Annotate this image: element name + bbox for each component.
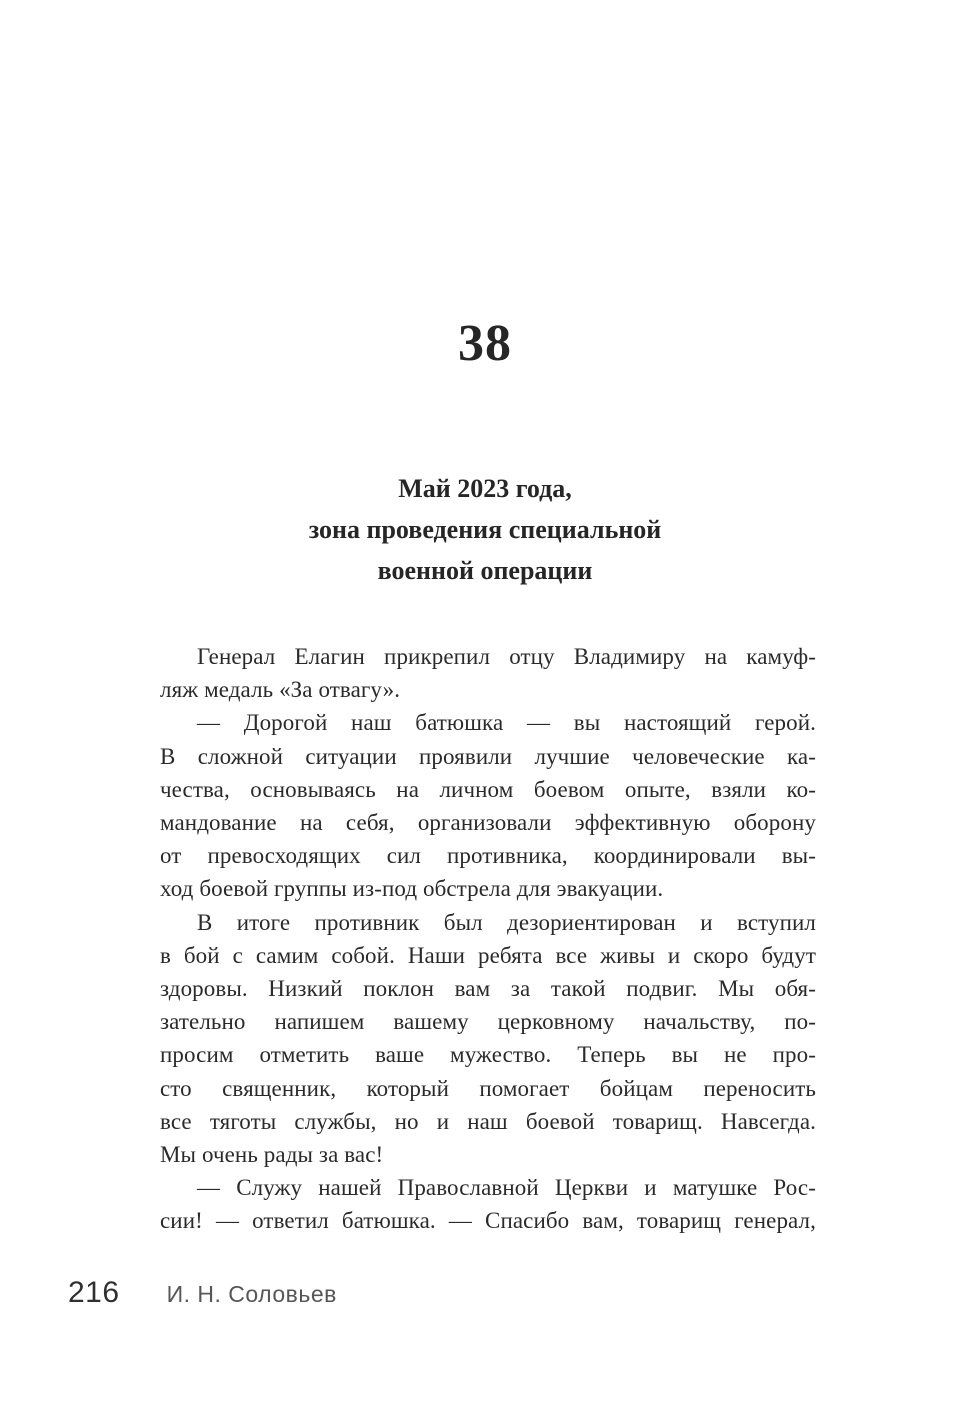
page-footer: [68, 1276, 337, 1310]
body-text-line: чества, основываясь на личном боевом опыте, взяли ко-: [160, 776, 816, 802]
body-text-line: все тяготы службы, но и наш боевой товарищ. Навсегда.: [160, 1108, 816, 1134]
body-text-line: — Дорогой наш батюшка — вы настоящий герой.: [197, 710, 816, 736]
paragraph: [160, 1171, 816, 1237]
body-text-line: В итоге противник был дезориентирован и вступил: [197, 909, 816, 935]
body-text-line: зательно напишем вашему церковному начальству, по-: [160, 1009, 816, 1035]
body-text-line: просим отметить ваше мужество. Теперь вы не про-: [160, 1042, 816, 1068]
body-text-line: Генерал Елагин прикрепил отцу Владимиру на камуф-: [197, 644, 816, 669]
body-text: [160, 640, 816, 1238]
body-text-line: — Служу нашей Православной Церкви и матушке Рос-: [197, 1175, 816, 1201]
chapter-number: 38: [458, 315, 512, 372]
paragraph: [160, 906, 816, 1172]
subtitle-line: Май 2023 года,: [398, 474, 572, 503]
body-text-line: ход боевой группы из-под обстрела для эвакуации.: [160, 876, 664, 902]
chapter-subtitle: [0, 468, 970, 591]
paragraph: [160, 640, 816, 706]
body-text-line: Мы очень рады за вас!: [160, 1142, 384, 1168]
paragraph: [160, 706, 816, 905]
body-text-line: здоровы. Низкий поклон вам за такой подвиг. Мы обя-: [160, 976, 816, 1002]
page-number: 216: [68, 1276, 120, 1309]
body-text-line: мандование на себя, организовали эффективную оборону: [160, 810, 816, 836]
subtitle-line: военной операции: [377, 556, 593, 585]
body-text-line: В сложной ситуации проявили лучшие человеческие ка-: [160, 743, 816, 769]
body-text-line: в бой с самим собой. Наши ребята все живы и скоро будут: [160, 942, 816, 968]
subtitle-line: зона проведения специальной: [308, 515, 662, 544]
body-text-line: сто священник, который помогает бойцам переносить: [160, 1075, 816, 1101]
body-text-line: от превосходящих сил противника, координировали вы-: [160, 843, 816, 869]
running-header-author: И. Н. Соловьев: [166, 1281, 337, 1307]
body-text-line: ляж медаль «За отвагу».: [160, 677, 401, 703]
body-text-line: сии! — ответил батюшка. — Спасибо вам, товарищ генерал,: [160, 1208, 816, 1234]
